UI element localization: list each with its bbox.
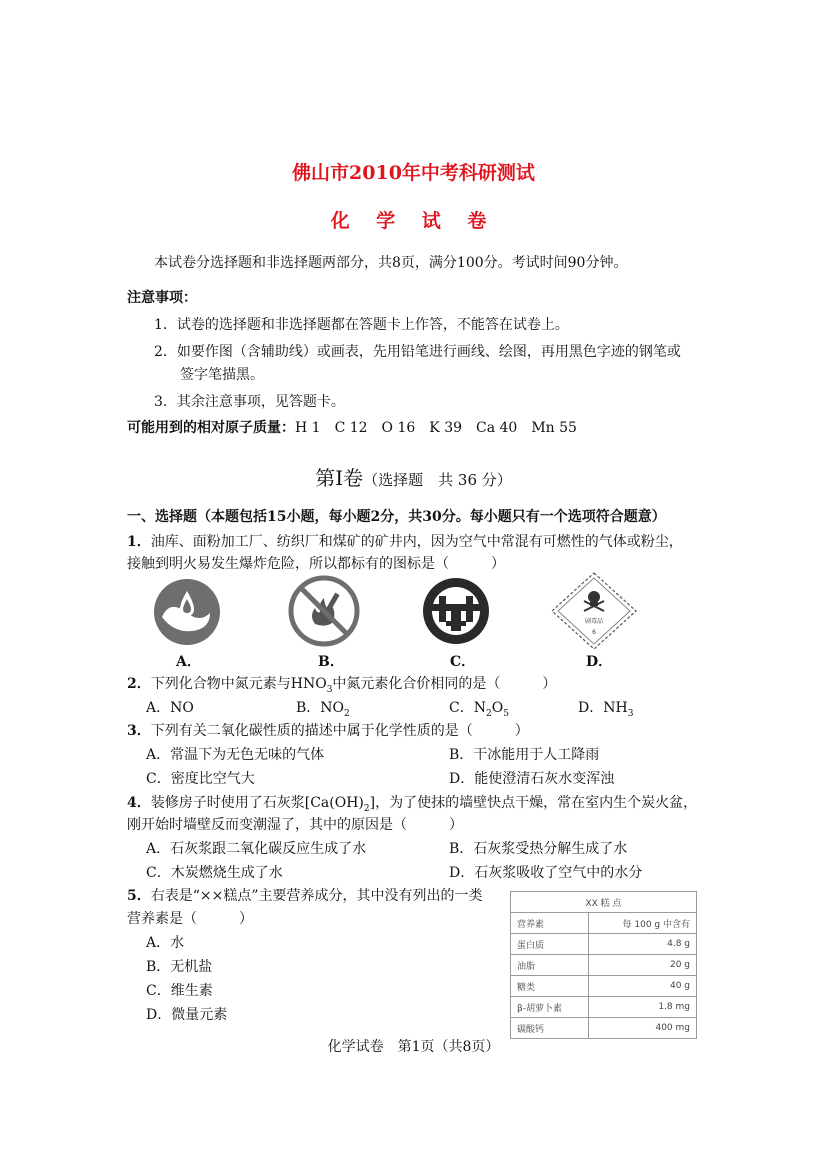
intro-text: 本试卷分选择题和非选择题两部分，共8页，满分100分。考试时间90分钟。 (154, 255, 628, 271)
table-cell-name: 油脂 (511, 955, 589, 976)
toxic-hazard-sign-icon (550, 571, 638, 651)
q2-c-text: C．N (449, 700, 486, 716)
q1-option-d: D． (586, 654, 613, 670)
toxic-label: 剧毒品 (584, 618, 604, 625)
section-title-main: 第Ⅰ卷 (315, 466, 364, 490)
water-drop-sign-icon (152, 577, 222, 647)
q1-option-b: B． (318, 654, 344, 670)
table-row (511, 976, 697, 997)
table-row (511, 955, 697, 976)
q5-option-a: A．水 (146, 935, 185, 951)
q2-c-sub1: 2 (485, 708, 492, 719)
table-cell-name: β-胡萝卜素 (511, 997, 589, 1018)
q2-d-text: D．NH (578, 700, 628, 716)
q2-b-text: B．NO (296, 700, 345, 716)
notice-item-1: 1．试卷的选择题和非选择题都在答题卡上作答，不能答在试卷上。 (154, 317, 569, 333)
q3-number: 3． (127, 723, 151, 739)
q2-option-d (578, 697, 633, 719)
q5-line2: 营养素是（ ） (127, 911, 253, 927)
notice-heading: 注意事项： (127, 290, 197, 306)
table-cell-name: 碳酸钙 (511, 1018, 589, 1039)
table-cell-value: 20 g (588, 955, 696, 976)
q1-line2: 接触到明火易发生爆炸危险，所以都标有的图标是（ ） (127, 556, 505, 572)
table-cell-value: 4.8 g (588, 934, 696, 955)
section-title-sub: （选择题 共 36 分） (363, 471, 512, 489)
notice-item-2-cont: 签字笔描黑。 (180, 367, 264, 383)
q3-option-b: B．干冰能用于人工降雨 (449, 747, 600, 763)
q2-text-pre: 下列化合物中氮元素与HNO (150, 676, 327, 692)
q3-line (127, 720, 529, 740)
q1-text: 油库、面粉加工厂、纺织厂和煤矿的矿井内，因为空气中常混有可燃性的气体或粉尘， (150, 534, 683, 550)
toxic-number: 6 (592, 629, 596, 636)
q2-option-a: A．NO (146, 700, 194, 716)
q2-text-post: 中氮元素化合价相同的是（ ） (332, 676, 557, 692)
page-footer: 化学试卷 第1页（共8页） (327, 1039, 500, 1055)
notice-item-3: 3．其余注意事项，见答题卡。 (154, 394, 345, 410)
table-header-row (511, 913, 697, 934)
q4-line1 (127, 792, 697, 814)
table-row (511, 934, 697, 955)
q4-option-d: D．石灰浆吸收了空气中的水分 (449, 865, 643, 881)
q4-text-post: ]，为了使抹的墙壁快点干燥，常在室内生个炭火盆， (369, 795, 698, 811)
q2-b-sub: 2 (344, 708, 350, 719)
q1-option-c: C． (450, 654, 476, 670)
q3-option-d: D．能使澄清石灰水变浑浊 (449, 771, 615, 787)
table-title: XX 糕 点 (511, 892, 697, 913)
q5-number: 5． (127, 888, 151, 904)
table-cell-name: 糖类 (511, 976, 589, 997)
q5-option-c: C．维生素 (146, 983, 213, 999)
table-header-nutrient: 营养素 (511, 913, 589, 934)
q2-option-c (449, 697, 509, 719)
q2-number: 2． (127, 676, 151, 692)
q4-line2: 刚开始时墙壁反而变潮湿了，其中的原因是（ ） (127, 817, 463, 833)
q4-option-b: B．石灰浆受热分解生成了水 (449, 841, 628, 857)
q1-number: 1． (127, 534, 151, 550)
recycle-frame-sign-icon (421, 576, 491, 646)
q5-line1 (127, 885, 483, 905)
exam-subtitle: 化 学 试 卷 (330, 210, 497, 232)
table-cell-name: 蛋白质 (511, 934, 589, 955)
q4-option-a: A．石灰浆跟二氧化碳反应生成了水 (146, 841, 367, 857)
q3-option-c: C．密度比空气大 (146, 771, 255, 787)
atomic-masses (127, 417, 577, 437)
q2-c-sub2: 5 (503, 708, 509, 719)
table-cell-value: 1.8 mg (588, 997, 696, 1018)
notice-item-2: 2．如要作图（含辅助线）或画表，先用铅笔进行画线、绘图，再用黑色字迹的钢笔或 (154, 344, 681, 360)
q2-d-sub: 3 (627, 708, 634, 719)
no-fire-sign-icon (287, 574, 361, 648)
section-title (0, 462, 827, 491)
table-row (511, 997, 697, 1018)
q2-text-sub: 3 (326, 684, 333, 695)
atomic-label: 可能用到的相对原子质量： (127, 420, 295, 436)
q5-option-b: B．无机盐 (146, 959, 213, 975)
table-title-row (511, 892, 697, 913)
q2-c-mid: O (491, 700, 504, 716)
part1-heading: 一、选择题（本题包括15小题，每小题2分，共30分。每小题只有一个选项符合题意） (127, 509, 666, 525)
q4-text-sub: 2 (363, 803, 370, 814)
atomic-values: H 1 C 12 O 16 K 39 Ca 40 Mn 55 (295, 420, 577, 436)
q4-option-c: C．木炭燃烧生成了水 (146, 865, 283, 881)
q3-option-a: A．常温下为无色无味的气体 (146, 747, 325, 763)
exam-title: 佛山市2010年中考科研测试 (292, 162, 535, 184)
q5-option-d: D．微量元素 (146, 1007, 228, 1023)
table-cell-value: 400 mg (588, 1018, 696, 1039)
table-header-amount: 每 100 g 中含有 (588, 913, 696, 934)
q5-text: 右表是“××糕点”主要营养成分，其中没有列出的一类 (150, 888, 483, 904)
table-cell-value: 40 g (588, 976, 696, 997)
q1-option-a: A． (176, 654, 201, 670)
q2-option-b (296, 697, 350, 719)
q3-text: 下列有关二氧化碳性质的描述中属于化学性质的是（ ） (150, 723, 529, 739)
nutrition-table (510, 891, 697, 1039)
q2-line (127, 673, 556, 695)
q1-line1 (127, 531, 683, 551)
q4-text-pre: 装修房子时使用了石灰浆[Ca(OH) (150, 795, 364, 811)
q4-number: 4． (127, 795, 151, 811)
